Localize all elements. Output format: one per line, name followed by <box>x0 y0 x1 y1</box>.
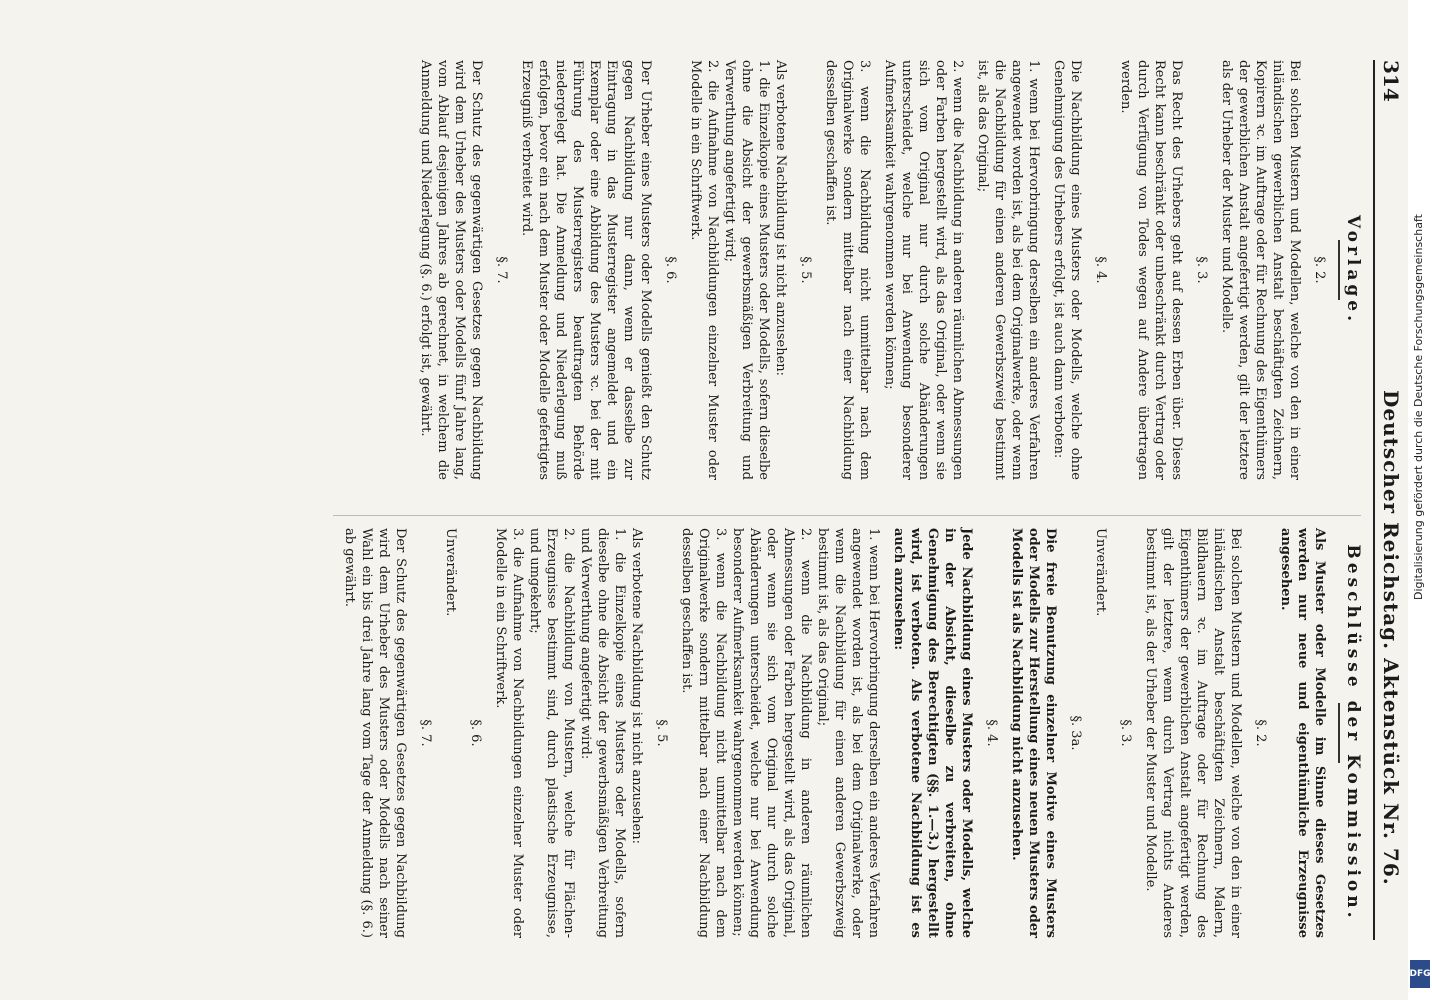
section-heading: §. 2. <box>1253 719 1268 747</box>
paragraph: Die Nachbildung eines Musters oder Modells, welche ohne Genehmigung des Urhebers erfolgt, ist auch dann verboten: <box>1051 60 1083 480</box>
paragraph: Das Recht des Urhebers geht auf dessen Erben über. Dieses Recht kann beschränkt oder unbeschränkt durch Vertrag oder durch Verfügung von Todes wegen auf Andere übertragen werden. <box>1118 60 1184 480</box>
column-beschluesse <box>333 515 1361 938</box>
paragraph: Die freie Benutzung einzelner Motive eines Musters oder Modells zur Herstellung eines neuen Musters oder Modells ist als Nachbildung nicht anzusehen. <box>1009 528 1058 938</box>
paragraph: Bei solchen Mustern und Modellen, welche von den in einer inländischen Anstalt beschäftigten Zeichnern, Malern, Bildhauern ꝛc. im Auftrage oder für Rechnung des Eigenthümers der gewerblichen Anstalt angefertigt werden, gilt der letztere, wenn durch Vertrag nichts Anderes bestimmt ist, als der Urheber der Muster und Modelle. <box>1143 528 1243 938</box>
section-heading: §. 4. <box>1093 256 1108 284</box>
section-heading: §. 3. <box>1118 719 1133 747</box>
paragraph: Als verbotene Nachbildung ist nicht anzusehen: 1. die Einzelkopie eines Musters oder Modells, sofern dieselbe ohne die Absicht der gewerbsmäßigen Verbreitung und Verwerthung angefertigt wird; 2. die Aufnahme von Nachbildungen einzelner Muster oder Modelle in ein Schriftwerk. <box>688 60 788 480</box>
section-heading: §. 5. <box>798 256 813 284</box>
title-rule <box>1338 703 1340 763</box>
page-header <box>1373 60 1405 940</box>
paragraph: Der Urheber eines Musters oder Modells genießt den Schutz gegen Nachbildung nur dann, wenn er dasselbe zur Eintragung in das Musterregister angemeldet und ein Exemplar oder eine Abbildung des Musters ꝛc. bei der mit Führung des Musterregisters beauftragten Behörde niedergelegt hat. Die Anmeldung und Niederlegung muß erfolgen, bevor ein nach dem Muster oder Modelle gefertigtes Erzeugniß verbreitet wird. <box>519 60 653 480</box>
paragraph: Als Muster oder Modelle im Sinne dieses Gesetzes werden nur neue und eigenthümliche Erzeugnisse angesehen. <box>1278 528 1327 938</box>
running-title: Deutscher Reichstag. Aktenstück Nr. 76. <box>1379 390 1403 886</box>
paragraph: Der Schutz des gegenwärtigen Gesetzes gegen Nachbildung wird dem Urheber des Musters oder Modells fünf Jahre lang, vom Ablauf desjenigen Jahres ab gerechnet, in welchem die Anmeldung und Niederlegung (§. 6.) erfolgt ist, gewährt. <box>418 60 484 480</box>
beschluesse-paragraphs <box>341 528 1328 938</box>
paragraph: Bei solchen Mustern und Modellen, welche von den in einer inländischen gewerblichen Anstalt beschäftigten Zeichnern, Kopirern ꝛc. im Auftrage oder für Rechnung des Eigenthümers der gewerblichen Anstalt angefertigt werden, gilt der letztere als der Urheber der Muster und Modelle. <box>1219 60 1302 480</box>
section-heading: §. 6. <box>468 719 483 747</box>
section-heading: §. 3. <box>1194 256 1209 284</box>
title-rule <box>1338 240 1340 300</box>
section-heading: §. 7. <box>418 719 433 747</box>
section-heading: §. 2. <box>1312 256 1327 284</box>
column-title-beschluesse: Beschlüsse der Kommission. <box>1343 544 1363 922</box>
rotated-page-content <box>105 60 1405 940</box>
section-heading: §. 3a. <box>1068 715 1083 751</box>
paragraph: 1. wenn bei Hervorbringung derselben ein anderes Verfahren angewendet worden ist, als bei dem Originalwerke, oder wenn die Nachbildung für einen anderen Gewerbszweig bestimmt ist, als das Original; <box>975 60 1041 480</box>
column-vorlage <box>409 60 1361 480</box>
section-heading: §. 7. <box>494 256 509 284</box>
dfg-logo: DFG <box>1410 960 1430 988</box>
paragraph: Jede Nachbildung eines Musters oder Modells, welche in der Absicht, dieselbe zu verbreiten, ohne Genehmigung des Berechtigten (§§. 1.—3.) hergestellt wird, ist verboten. Als verbotene Nachbildung ist es auch anzusehen: <box>891 528 974 938</box>
paragraph: Unverändert. <box>443 528 458 617</box>
paragraph: 3. wenn die Nachbildung nicht unmittelbar nach dem Originalwerke sondern mittelbar nach einer Nachbildung desselben geschaffen ist. <box>823 60 872 480</box>
section-heading: §. 5. <box>654 719 669 747</box>
paragraph: Als verbotene Nachbildung ist nicht anzusehen: 1. die Einzelkopie eines Musters oder Modells, sofern dieselbe ohne die Absicht der gewerbsmäßigen Verbreitung und Verwerthung angefertigt wird: 2. die Nachbildung von Mustern, welche für Flächen-Erzeugnisse bestimmt sind, durch plastische Erzeugnisse, und umgekehrt; 3. die Aufnahme von Nachbildungen einzelner Muster oder Modelle in ein Schriftwerk. <box>493 528 644 938</box>
paragraph: 2. wenn die Nachbildung in anderen räumlichen Abmessungen oder Farben hergestellt wird, als das Original, oder wenn sie sich vom Original nur durch solche Abänderungen unterscheidet, welche nur bei Anwendung besonderer Aufmerksamkeit wahrgenommen werden können; <box>882 60 965 480</box>
paragraph: Der Schutz des gegenwärtigen Gesetzes gegen Nachbildung wird dem Urheber des Musters oder Modells nach seiner Wahl ein bis drei Jahre lang vom Tage der Anmeldung (§. 6.) ab gewährt. <box>342 528 408 938</box>
digitization-credit: Digitalisierung gefördert durch die Deutsche Forschungsgemeinschaft <box>1412 214 1425 600</box>
section-heading: §. 6. <box>663 256 678 284</box>
section-heading: §. 4. <box>984 719 999 747</box>
paragraph: 1. wenn bei Hervorbringung derselben ein anderes Verfahren angewendet worden ist, als bei dem Originalwerke, oder wenn die Nachbildung für einen anderen Gewerbszweig bestimmt ist, als das Original; 2. wenn die Nachbildung in anderen räumlichen Abmessungen oder Farben hergestellt wird, als das Original, oder wenn sie sich vom Original nur durch solche Abänderungen unterscheidet, welche nur bei Anwendung besonderer Aufmerksamkeit wahrgenommen werden können; 3. wenn die Nachbildung nicht unmittelbar nach dem Originalwerke sondern mittelbar nach einer Nachbildung desselben geschaffen ist. <box>679 528 881 938</box>
page-number: 314 <box>1379 60 1403 102</box>
vorlage-paragraphs <box>417 60 1328 480</box>
paragraph: Unverändert. <box>1093 528 1108 617</box>
column-title-vorlage: Vorlage. <box>1343 214 1363 326</box>
